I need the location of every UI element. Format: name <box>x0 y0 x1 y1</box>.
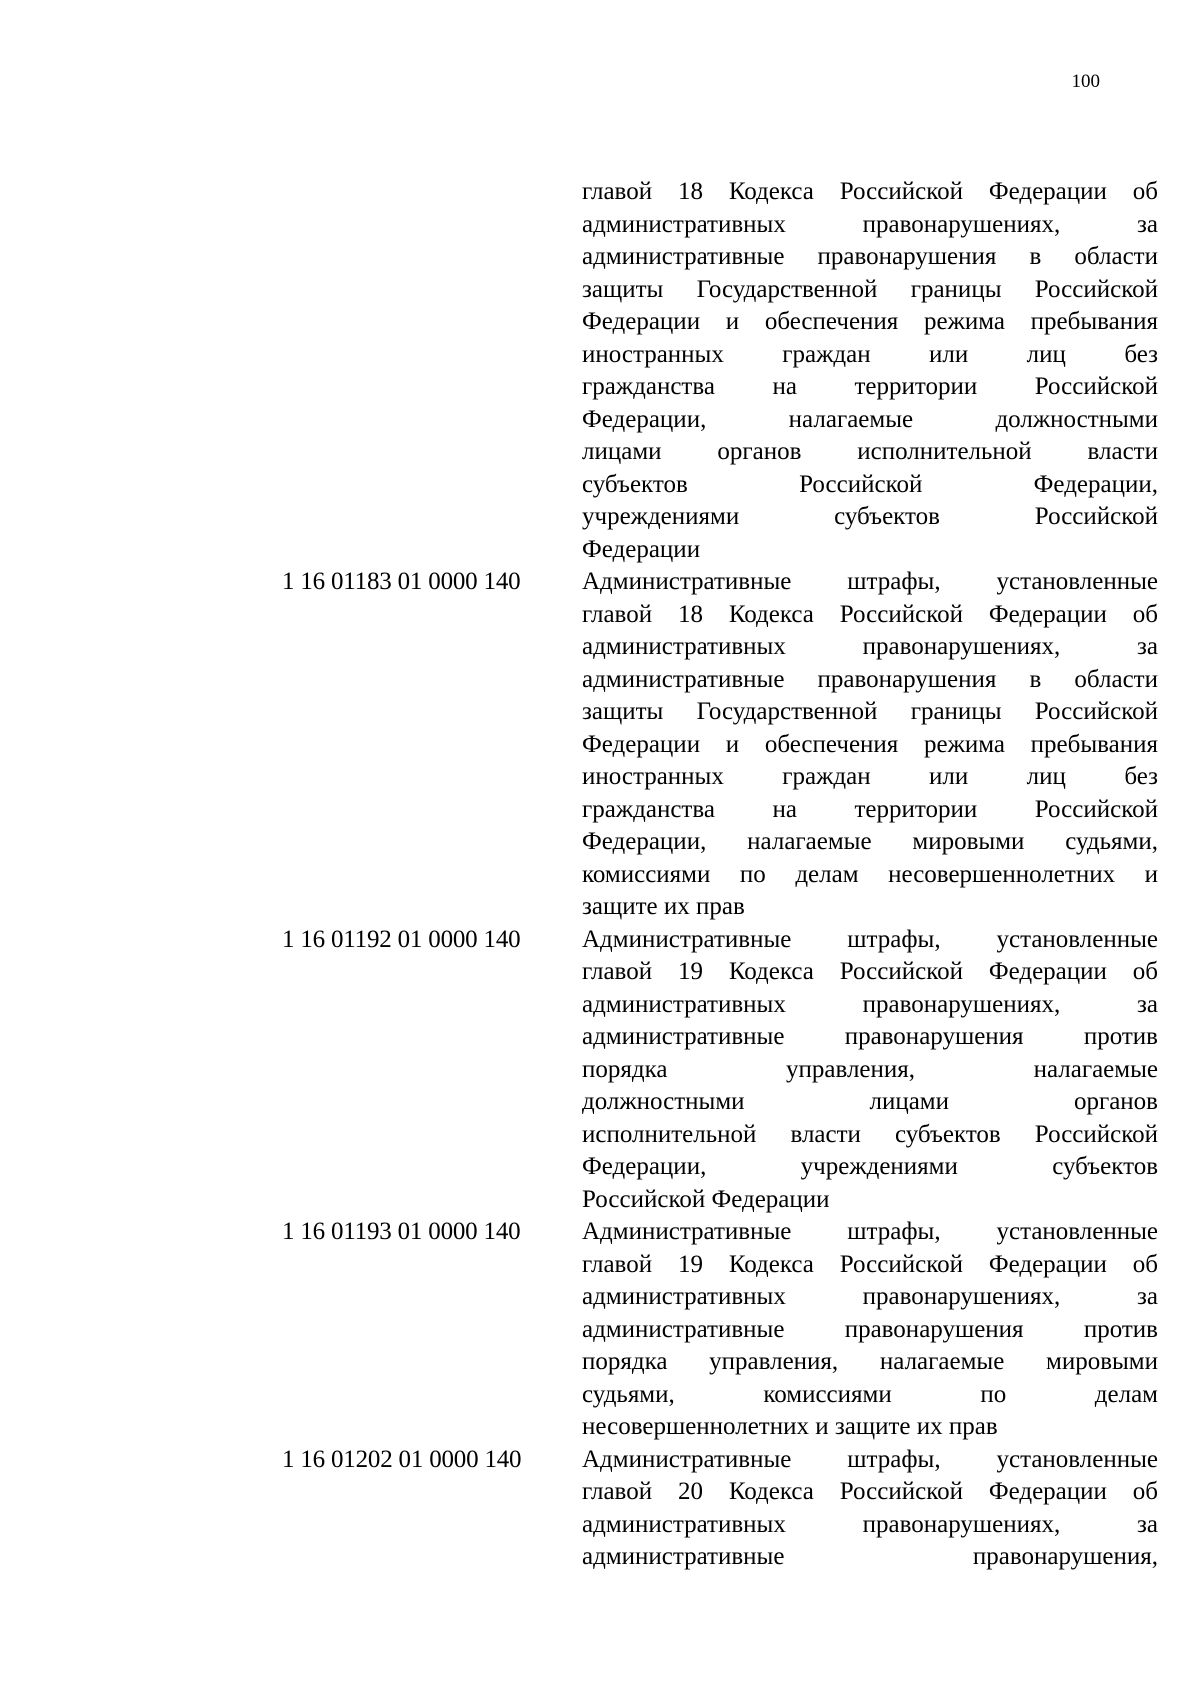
description-line: иностранных граждан или лиц без <box>582 340 1158 368</box>
description-line: Административные штрафы, установленные <box>582 568 1158 595</box>
description-line: гражданства на территории Российской <box>582 795 1158 823</box>
description-line: административные правонарушения против <box>582 1023 1158 1050</box>
description-line: Федерации, налагаемые должностными <box>582 405 1158 433</box>
code-description <box>582 566 1158 924</box>
description-line: Административные штрафы, установленные <box>582 1445 1158 1473</box>
description-line: лицами органов исполнительной власти <box>582 438 1158 465</box>
page-number: 100 <box>1071 71 1100 92</box>
description-line: административные правонарушения, <box>582 1543 1158 1570</box>
code-description <box>582 1444 1158 1574</box>
description-line: Российской Федерации <box>582 1185 830 1213</box>
description-line: защиты Государственной границы Российской <box>582 698 1158 725</box>
table-row <box>282 566 1158 924</box>
code-description <box>582 924 1158 1217</box>
description-line: должностными лицами органов <box>582 1088 1158 1115</box>
table-row <box>282 1216 1158 1444</box>
description-line: главой 18 Кодекса Российской Федерации об <box>582 178 1158 205</box>
description-line: комиссиями по делам несовершеннолетних и <box>582 860 1158 888</box>
description-line: учреждениями субъектов Российской <box>582 503 1158 530</box>
description-line: исполнительной власти субъектов Российской <box>582 1120 1158 1148</box>
description-line: главой 19 Кодекса Российской Федерации об <box>582 958 1158 985</box>
budget-classification-code: 1 16 01202 01 0000 140 <box>282 1445 522 1473</box>
description-line: административных правонарушениях, за <box>582 210 1158 238</box>
description-line: Федерации и обеспечения режима пребывания <box>582 730 1158 758</box>
description-line: Административные штрафы, установленные <box>582 925 1158 953</box>
description-line: административных правонарушениях, за <box>582 633 1158 660</box>
description-line: защиты Государственной границы Российской <box>582 275 1158 303</box>
description-line: Административные штрафы, установленные <box>582 1218 1158 1245</box>
code-description <box>582 1216 1158 1444</box>
budget-classification-code: 1 16 01183 01 0000 140 <box>282 568 521 595</box>
description-line: субъектов Российской Федерации, <box>582 470 1158 498</box>
table-row <box>282 924 1158 1217</box>
description-line: судьями, комиссиями по делам <box>582 1380 1158 1408</box>
description-line: административных правонарушениях, за <box>582 1510 1158 1538</box>
description-line: административные правонарушения против <box>582 1315 1158 1343</box>
description-line: Федерации <box>582 535 701 563</box>
budget-classification-code: 1 16 01193 01 0000 140 <box>282 1218 521 1245</box>
budget-classification-code: 1 16 01192 01 0000 140 <box>282 925 521 953</box>
table-row <box>282 1444 1158 1574</box>
code-description <box>582 176 1158 566</box>
description-line: иностранных граждан или лиц без <box>582 763 1158 790</box>
description-line: несовершеннолетних и защите их прав <box>582 1413 998 1440</box>
description-line: защите их прав <box>582 893 745 920</box>
description-line: административных правонарушениях, за <box>582 1283 1158 1310</box>
description-line: административные правонарушения в области <box>582 665 1158 693</box>
description-line: главой 18 Кодекса Российской Федерации об <box>582 600 1158 628</box>
description-line: порядка управления, налагаемые <box>582 1055 1158 1083</box>
description-line: гражданства на территории Российской <box>582 373 1158 400</box>
code-table <box>282 176 1158 1574</box>
description-line: главой 20 Кодекса Российской Федерации об <box>582 1478 1158 1505</box>
description-line: главой 19 Кодекса Российской Федерации об <box>582 1250 1158 1278</box>
description-line: Федерации, налагаемые мировыми судьями, <box>582 828 1158 855</box>
description-line: административные правонарушения в области <box>582 243 1158 270</box>
table-row <box>282 176 1158 566</box>
description-line: Федерации и обеспечения режима пребывания <box>582 308 1158 335</box>
description-line: Федерации, учреждениями субъектов <box>582 1153 1158 1180</box>
description-line: порядка управления, налагаемые мировыми <box>582 1348 1158 1375</box>
description-line: административных правонарушениях, за <box>582 990 1158 1018</box>
